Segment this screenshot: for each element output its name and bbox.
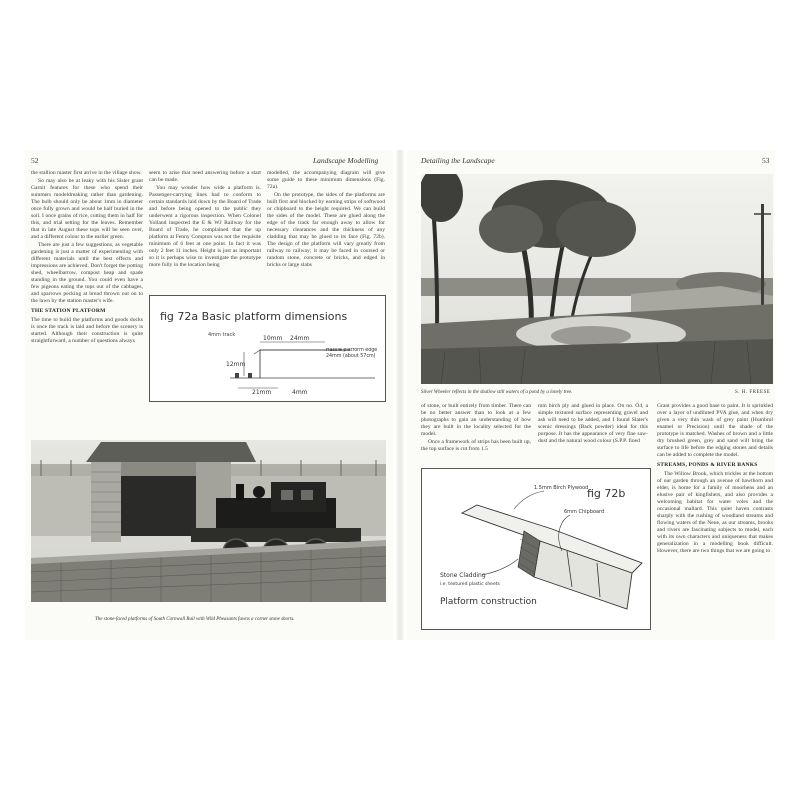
- paragraph: So may also be at leaky with his Sister grant Garnit features for these who spend their summers modeldreaking rather than gardening. The bulb should only be about 1mm in diameter once fully grown and would be half buried in the soil. I once grains of rice, cutting them in half for this, and trial setting for the leaves. Remember that in late August these tops will be seen over, and a different colour to the earlier green.: [31, 178, 143, 240]
- section-heading: THE STATION PLATFORM: [31, 308, 106, 314]
- figure-72a-title: fig 72a Basic platform dimensions: [160, 310, 348, 323]
- figure-note: i.e. textured plastic sheets: [440, 582, 500, 587]
- locomotive-photo: [31, 440, 386, 602]
- shed-roof: [86, 442, 256, 462]
- photo-caption: Silver Wheeler reflects in the shallow still waters of a pond by a lonely tree.: [421, 390, 573, 395]
- text-column-3: [657, 403, 773, 638]
- photo-caption: The stone-faced platforms of South Cornwall Rail with Wild Pheasants fawns a corner stone shorts.: [95, 617, 295, 622]
- rail: [235, 373, 239, 378]
- dimension-label: 4mm: [292, 389, 308, 396]
- figure-note: Hassie platform edge 24mm (about 57cm): [326, 348, 378, 359]
- book-gutter: [396, 150, 404, 640]
- right-page: [407, 150, 775, 640]
- pond-photo: [421, 174, 773, 384]
- dimension-label: 10mm: [263, 335, 283, 342]
- shed-opening: [121, 476, 196, 536]
- figure-note: Stone Cladding: [440, 572, 486, 579]
- dimension-label: 24mm: [290, 335, 310, 342]
- pond-photo-drawing: [421, 174, 773, 384]
- figure-72a-drawing: [150, 296, 385, 401]
- dimension-label: 21mm: [252, 389, 272, 396]
- paragraph: mm birch ply and glued in place. On no. O4, a simple textured surface representing gravel and ash will need to be added, and I found Slater's scenic dressings (Back powder) ideal for this purpose. It has the appearance of very fine saw-dust and the natural wood colour (S.P.P. fined: [538, 403, 648, 444]
- figure-note: 1.5mm Birch Plywood: [534, 485, 589, 491]
- paragraph: On the prototype, the sides of the platforms are built first and blocked by earning strips of softwood or chipboard to the height required. We can build the sides of the model. These are glued along the edge of the track far enough away to allow for necessary clearances and the thickness of any cladding that may be glued to its face (Fig. 72b). The design of the platform will vary greatly from railway to railway; it may be faced in coursed or random stone, concrete or bricks, and edged in bricks or large slabs: [267, 192, 385, 268]
- text-column-1: [31, 170, 143, 440]
- paragraph: The Willow Brook, which trickles at the bottom of our garden through an avenue of hawthorn and elder, is home for a family of moorhens and an elusive pair of kingfishers, and also provides a welcoming habitat for water voles and the occasional mallard. This quiet haven contrasts sharply with the rushing of woodland streams and flowing waters of the Nene, as our streams, brooks and rivers are fascinating subjects to model, each with its own characters and uniqueness that makes generalization in a modelling book difficult. However, there are two things that we are going to: [657, 471, 773, 554]
- text-column-2: [538, 403, 648, 463]
- text-column-1: [421, 403, 531, 463]
- platform-edge: [254, 350, 260, 354]
- page-number: 52: [31, 156, 39, 165]
- page-number: 53: [762, 156, 770, 165]
- figure-note-wrapper: [326, 348, 382, 382]
- paragraph: The time to build the platforms and goods docks is once the track is laid and before the scenery is started. Although their construction is quite straightforward, a number of questions always: [31, 317, 143, 344]
- figure-72a: [149, 295, 386, 402]
- figure-72b-subtitle: Platform construction: [440, 597, 537, 607]
- track-label: 4mm track: [208, 332, 236, 338]
- figure-note: 6mm Chipboard: [564, 509, 605, 515]
- dimension-label: 12mm: [226, 361, 246, 368]
- text-column-3: [267, 170, 385, 300]
- paragraph: Grant provides a good base to paint. It is sprinkled over a layer of undiluted PVA glue, and when dry given a very thin wash of grey paint (Humbrol enamel or Precision) until the shade of the prototype is matched. Washes of brown and a little dry brushed green, grey and sand will bring the surface to life before the edging stones and details can be added to complete the model.: [657, 403, 773, 458]
- section-heading: STREAMS, PONDS & RIVER BANKS: [657, 462, 758, 468]
- paragraph: There are just a few suggestions, as vegetable gardening is just a matter of experimenting with different materials until the best effects and impressions are achieved. Don't forget the potting shed, wheelbarrow, compost heap and spade standing in the ground. You could even have a few pigeons eating the tops out of the cabbages, and sparrows pecking at bread thrown out on to the lawn by the station master's wife.: [31, 242, 143, 304]
- figure-72b: [421, 468, 651, 630]
- running-head: Detailing the Landscape: [421, 156, 495, 165]
- left-page: [25, 150, 393, 640]
- paragraph: You may wonder how wide a platform is. Passenger-carrying lines had to conform to certain standards laid down by the Board of Trade and before being opened to the public they underwent a rigorous inspection. When Colonel Yolland inspected the E & WJ Railway for the Board of Trade, he complained that the up platform at Fenny Compton was not the requisite minimum of 6 feet at one point. In fact it was only 2 feet 11 inches. Height is just as important so it is perhaps wise to investigate the prototype more fully in the location being: [149, 185, 261, 268]
- running-head: Landscape Modelling: [313, 156, 379, 165]
- paragraph: modelled, the accompanying diagram will give some guide to these minimum dimensions (Fig. 72a).: [267, 170, 385, 190]
- locomotive-photo-drawing: [31, 440, 386, 602]
- photo-credit: S. H. FREESE: [735, 390, 771, 395]
- paragraph: seem to arise that need answering before a start can be made.: [149, 170, 261, 183]
- text-column-2: [149, 170, 261, 300]
- rail: [248, 373, 252, 378]
- figure-72b-drawing: [422, 469, 650, 629]
- paragraph: the stallion master first arrive in the village show.: [31, 170, 142, 176]
- figure-72b-title: fig 72b: [587, 487, 626, 500]
- paragraph: of stone, or built entirely from timber. There can be no better answer than to look at a few photographs to gain an understanding of how they are built in the locality selected for the model.: [421, 403, 531, 437]
- paragraph: Once a framework of strips has been built up, the top surface is cut from 1.5: [421, 439, 531, 452]
